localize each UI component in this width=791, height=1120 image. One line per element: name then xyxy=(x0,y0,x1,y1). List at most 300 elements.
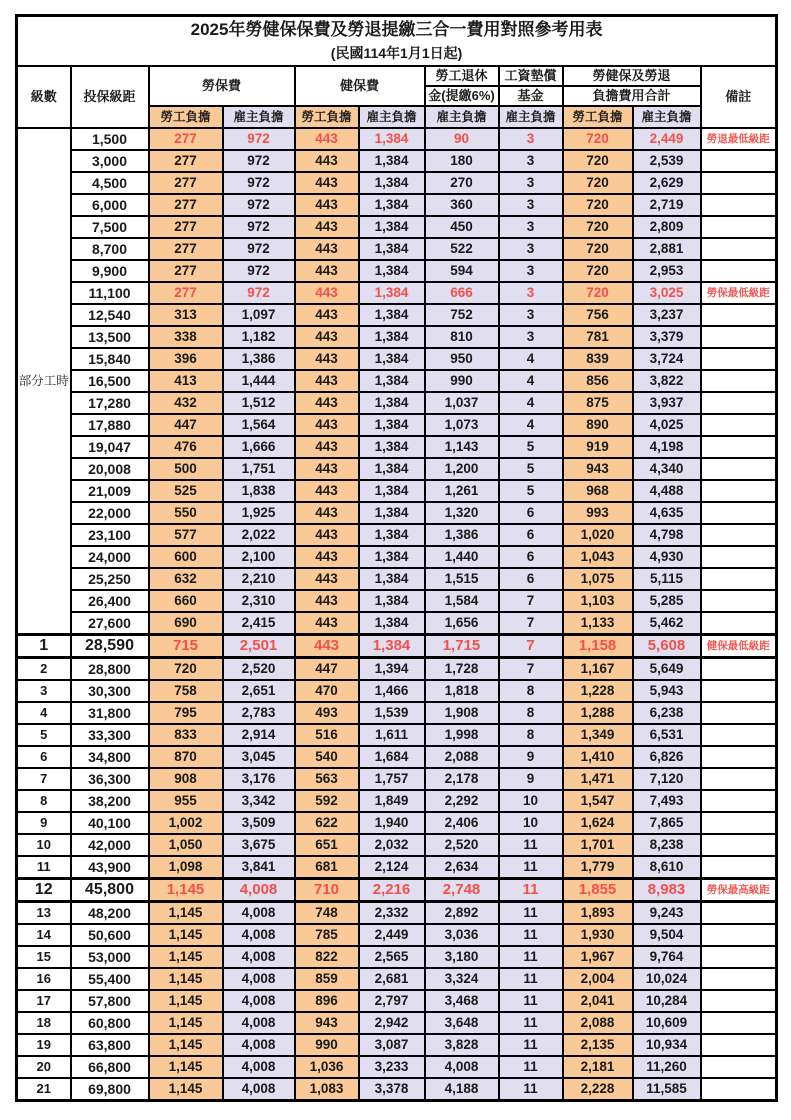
value-cell: 443 xyxy=(295,348,359,370)
value-cell: 666 xyxy=(425,282,499,304)
bracket-cell: 38,200 xyxy=(71,790,149,812)
table-row xyxy=(17,856,777,879)
value-cell: 3,509 xyxy=(223,812,295,834)
bracket-cell: 3,000 xyxy=(71,150,149,172)
value-cell: 1,855 xyxy=(563,878,633,901)
col-header-total-line1: 勞健保及勞退 xyxy=(563,66,701,86)
note-cell: 勞保最低級距 xyxy=(701,282,777,304)
value-cell: 1,384 xyxy=(359,634,425,657)
note-cell xyxy=(701,924,777,946)
subheader-wage-fund-employer: 雇主負擔 xyxy=(499,106,563,128)
value-cell: 2,809 xyxy=(633,216,701,238)
value-cell: 2,088 xyxy=(563,1012,633,1034)
value-cell: 277 xyxy=(149,128,223,150)
note-cell xyxy=(701,150,777,172)
bracket-cell: 33,300 xyxy=(71,724,149,746)
part-time-label: 部分工時 xyxy=(17,128,71,635)
value-cell: 1,145 xyxy=(149,990,223,1012)
value-cell: 3,724 xyxy=(633,348,701,370)
table-row xyxy=(17,812,777,834)
col-header-total-line2: 負擔費用合計 xyxy=(563,86,701,106)
level-cell: 18 xyxy=(17,1012,71,1034)
value-cell: 3,648 xyxy=(425,1012,499,1034)
bracket-cell: 11,100 xyxy=(71,282,149,304)
value-cell: 3,233 xyxy=(359,1056,425,1078)
table-row xyxy=(17,524,777,546)
value-cell: 752 xyxy=(425,304,499,326)
value-cell: 2,124 xyxy=(359,856,425,879)
value-cell: 1,751 xyxy=(223,458,295,480)
table-row xyxy=(17,1034,777,1056)
value-cell: 1,145 xyxy=(149,1012,223,1034)
level-cell: 12 xyxy=(17,878,71,901)
value-cell: 1,182 xyxy=(223,326,295,348)
value-cell: 1,384 xyxy=(359,370,425,392)
table-row xyxy=(17,458,777,480)
value-cell: 2,135 xyxy=(563,1034,633,1056)
value-cell: 443 xyxy=(295,502,359,524)
value-cell: 1,097 xyxy=(223,304,295,326)
value-cell: 4,008 xyxy=(223,878,295,901)
bracket-cell: 60,800 xyxy=(71,1012,149,1034)
value-cell: 4,008 xyxy=(223,1012,295,1034)
value-cell: 1,145 xyxy=(149,878,223,901)
value-cell: 6 xyxy=(499,568,563,590)
value-cell: 277 xyxy=(149,216,223,238)
value-cell: 8 xyxy=(499,702,563,724)
table-row xyxy=(17,968,777,990)
value-cell: 890 xyxy=(563,414,633,436)
value-cell: 443 xyxy=(295,436,359,458)
value-cell: 1,384 xyxy=(359,260,425,282)
table-row xyxy=(17,612,777,635)
value-cell: 6 xyxy=(499,546,563,568)
value-cell: 748 xyxy=(295,901,359,924)
table-row xyxy=(17,590,777,612)
table-row xyxy=(17,680,777,702)
note-cell: 勞退最低級距 xyxy=(701,128,777,150)
table-row xyxy=(17,282,777,304)
table-row xyxy=(17,546,777,568)
note-cell xyxy=(701,1012,777,1034)
table-row xyxy=(17,768,777,790)
value-cell: 4,930 xyxy=(633,546,701,568)
value-cell: 972 xyxy=(223,172,295,194)
value-cell: 4,008 xyxy=(223,1034,295,1056)
note-cell xyxy=(701,238,777,260)
value-cell: 6,826 xyxy=(633,746,701,768)
value-cell: 1,133 xyxy=(563,612,633,635)
note-cell xyxy=(701,680,777,702)
value-cell: 1,611 xyxy=(359,724,425,746)
value-cell: 4 xyxy=(499,348,563,370)
value-cell: 1,098 xyxy=(149,856,223,879)
value-cell: 443 xyxy=(295,282,359,304)
value-cell: 7 xyxy=(499,612,563,635)
value-cell: 1,818 xyxy=(425,680,499,702)
level-cell: 17 xyxy=(17,990,71,1012)
note-cell xyxy=(701,724,777,746)
value-cell: 525 xyxy=(149,480,223,502)
note-cell xyxy=(701,546,777,568)
value-cell: 180 xyxy=(425,150,499,172)
value-cell: 2,953 xyxy=(633,260,701,282)
note-cell xyxy=(701,1056,777,1078)
value-cell: 396 xyxy=(149,348,223,370)
value-cell: 990 xyxy=(425,370,499,392)
bracket-cell: 42,000 xyxy=(71,834,149,856)
bracket-cell: 34,800 xyxy=(71,746,149,768)
value-cell: 3,841 xyxy=(223,856,295,879)
value-cell: 1,757 xyxy=(359,768,425,790)
value-cell: 1,320 xyxy=(425,502,499,524)
value-cell: 5,943 xyxy=(633,680,701,702)
bracket-cell: 12,540 xyxy=(71,304,149,326)
value-cell: 1,684 xyxy=(359,746,425,768)
bracket-cell: 15,840 xyxy=(71,348,149,370)
note-cell xyxy=(701,458,777,480)
col-header-bracket: 投保級距 xyxy=(71,66,149,128)
value-cell: 1,440 xyxy=(425,546,499,568)
table-row xyxy=(17,348,777,370)
value-cell: 5,462 xyxy=(633,612,701,635)
value-cell: 5,608 xyxy=(633,634,701,657)
value-cell: 3,468 xyxy=(425,990,499,1012)
value-cell: 9,764 xyxy=(633,946,701,968)
value-cell: 1,103 xyxy=(563,590,633,612)
value-cell: 443 xyxy=(295,172,359,194)
value-cell: 2,449 xyxy=(359,924,425,946)
level-cell: 15 xyxy=(17,946,71,968)
value-cell: 1,849 xyxy=(359,790,425,812)
value-cell: 4,008 xyxy=(223,901,295,924)
value-cell: 3 xyxy=(499,260,563,282)
col-header-remark: 備註 xyxy=(701,66,777,128)
value-cell: 9 xyxy=(499,768,563,790)
subheader-total-employer: 雇主負擔 xyxy=(633,106,701,128)
table-row xyxy=(17,480,777,502)
value-cell: 943 xyxy=(295,1012,359,1034)
value-cell: 2,332 xyxy=(359,901,425,924)
value-cell: 493 xyxy=(295,702,359,724)
value-cell: 600 xyxy=(149,546,223,568)
col-header-pension-line2: 金(提繳6%) xyxy=(425,86,499,106)
value-cell: 1,145 xyxy=(149,1078,223,1101)
value-cell: 3 xyxy=(499,150,563,172)
value-cell: 1,073 xyxy=(425,414,499,436)
value-cell: 5,285 xyxy=(633,590,701,612)
value-cell: 6 xyxy=(499,502,563,524)
value-cell: 2,892 xyxy=(425,901,499,924)
value-cell: 4,635 xyxy=(633,502,701,524)
value-cell: 1,384 xyxy=(359,150,425,172)
value-cell: 550 xyxy=(149,502,223,524)
value-cell: 651 xyxy=(295,834,359,856)
note-cell xyxy=(701,946,777,968)
value-cell: 563 xyxy=(295,768,359,790)
value-cell: 3 xyxy=(499,216,563,238)
value-cell: 1,410 xyxy=(563,746,633,768)
title-cell xyxy=(17,16,777,66)
value-cell: 1,386 xyxy=(223,348,295,370)
value-cell: 3,828 xyxy=(425,1034,499,1056)
value-cell: 1,384 xyxy=(359,480,425,502)
col-header-level: 級數 xyxy=(17,66,71,128)
bracket-cell: 31,800 xyxy=(71,702,149,724)
value-cell: 3,378 xyxy=(359,1078,425,1101)
value-cell: 1,075 xyxy=(563,568,633,590)
value-cell: 516 xyxy=(295,724,359,746)
value-cell: 3,675 xyxy=(223,834,295,856)
value-cell: 2,216 xyxy=(359,878,425,901)
value-cell: 972 xyxy=(223,260,295,282)
value-cell: 2,178 xyxy=(425,768,499,790)
value-cell: 1,083 xyxy=(295,1078,359,1101)
value-cell: 1,384 xyxy=(359,568,425,590)
value-cell: 720 xyxy=(563,238,633,260)
value-cell: 10 xyxy=(499,790,563,812)
value-cell: 2,032 xyxy=(359,834,425,856)
note-cell xyxy=(701,812,777,834)
value-cell: 4,008 xyxy=(223,946,295,968)
bracket-cell: 36,300 xyxy=(71,768,149,790)
table-body xyxy=(17,128,777,1101)
value-cell: 443 xyxy=(295,392,359,414)
value-cell: 2,748 xyxy=(425,878,499,901)
bracket-cell: 45,800 xyxy=(71,878,149,901)
value-cell: 2,783 xyxy=(223,702,295,724)
value-cell: 972 xyxy=(223,128,295,150)
value-cell: 2,651 xyxy=(223,680,295,702)
value-cell: 1,384 xyxy=(359,238,425,260)
value-cell: 2,629 xyxy=(633,172,701,194)
note-cell xyxy=(701,901,777,924)
bracket-cell: 24,000 xyxy=(71,546,149,568)
note-cell xyxy=(701,348,777,370)
value-cell: 4,008 xyxy=(223,1078,295,1101)
table-row xyxy=(17,128,777,150)
value-cell: 1,547 xyxy=(563,790,633,812)
level-cell: 7 xyxy=(17,768,71,790)
value-cell: 1,838 xyxy=(223,480,295,502)
value-cell: 950 xyxy=(425,348,499,370)
value-cell: 11,260 xyxy=(633,1056,701,1078)
bracket-cell: 27,600 xyxy=(71,612,149,635)
bracket-cell: 66,800 xyxy=(71,1056,149,1078)
value-cell: 7 xyxy=(499,590,563,612)
value-cell: 1,349 xyxy=(563,724,633,746)
value-cell: 1,020 xyxy=(563,524,633,546)
bracket-cell: 17,880 xyxy=(71,414,149,436)
value-cell: 4,488 xyxy=(633,480,701,502)
col-header-wage-fund-line2: 基金 xyxy=(499,86,563,106)
value-cell: 3 xyxy=(499,238,563,260)
value-cell: 1,384 xyxy=(359,590,425,612)
value-cell: 1,145 xyxy=(149,924,223,946)
table-row xyxy=(17,1078,777,1101)
value-cell: 2,310 xyxy=(223,590,295,612)
level-cell: 21 xyxy=(17,1078,71,1101)
bracket-cell: 22,000 xyxy=(71,502,149,524)
value-cell: 2,881 xyxy=(633,238,701,260)
value-cell: 11 xyxy=(499,968,563,990)
page-title: 2025年勞健保保費及勞退提繳三合一費用對照參考用表 xyxy=(190,20,603,40)
bracket-cell: 9,900 xyxy=(71,260,149,282)
table-row xyxy=(17,901,777,924)
table-row xyxy=(17,1056,777,1078)
value-cell: 2,004 xyxy=(563,968,633,990)
value-cell: 990 xyxy=(295,1034,359,1056)
value-cell: 3,045 xyxy=(223,746,295,768)
value-cell: 3 xyxy=(499,304,563,326)
value-cell: 11 xyxy=(499,1012,563,1034)
level-cell: 10 xyxy=(17,834,71,856)
note-cell xyxy=(701,194,777,216)
subheader-labor-employer: 雇主負擔 xyxy=(223,106,295,128)
value-cell: 1,145 xyxy=(149,968,223,990)
value-cell: 1,050 xyxy=(149,834,223,856)
value-cell: 7 xyxy=(499,657,563,680)
value-cell: 5,649 xyxy=(633,657,701,680)
value-cell: 2,565 xyxy=(359,946,425,968)
note-cell xyxy=(701,768,777,790)
note-cell xyxy=(701,968,777,990)
value-cell: 3,087 xyxy=(359,1034,425,1056)
note-cell xyxy=(701,590,777,612)
table-row xyxy=(17,194,777,216)
value-cell: 476 xyxy=(149,436,223,458)
value-cell: 11 xyxy=(499,1034,563,1056)
value-cell: 632 xyxy=(149,568,223,590)
value-cell: 8,238 xyxy=(633,834,701,856)
value-cell: 919 xyxy=(563,436,633,458)
value-cell: 3,025 xyxy=(633,282,701,304)
value-cell: 470 xyxy=(295,680,359,702)
value-cell: 1,656 xyxy=(425,612,499,635)
value-cell: 1,145 xyxy=(149,901,223,924)
value-cell: 4,008 xyxy=(223,1056,295,1078)
note-cell xyxy=(701,480,777,502)
value-cell: 9 xyxy=(499,746,563,768)
value-cell: 1,384 xyxy=(359,216,425,238)
value-cell: 443 xyxy=(295,612,359,635)
value-cell: 443 xyxy=(295,568,359,590)
value-cell: 756 xyxy=(563,304,633,326)
value-cell: 2,681 xyxy=(359,968,425,990)
table-row xyxy=(17,260,777,282)
value-cell: 11 xyxy=(499,924,563,946)
value-cell: 11 xyxy=(499,878,563,901)
bracket-cell: 7,500 xyxy=(71,216,149,238)
value-cell: 2,942 xyxy=(359,1012,425,1034)
value-cell: 1,384 xyxy=(359,502,425,524)
value-cell: 4,340 xyxy=(633,458,701,480)
value-cell: 9,504 xyxy=(633,924,701,946)
table-row xyxy=(17,990,777,1012)
value-cell: 443 xyxy=(295,480,359,502)
value-cell: 1,925 xyxy=(223,502,295,524)
value-cell: 4 xyxy=(499,414,563,436)
table-row xyxy=(17,724,777,746)
value-cell: 2,520 xyxy=(425,834,499,856)
note-cell xyxy=(701,326,777,348)
value-cell: 3,822 xyxy=(633,370,701,392)
note-cell xyxy=(701,657,777,680)
value-cell: 3,342 xyxy=(223,790,295,812)
value-cell: 2,100 xyxy=(223,546,295,568)
value-cell: 720 xyxy=(563,260,633,282)
value-cell: 6 xyxy=(499,524,563,546)
value-cell: 1,466 xyxy=(359,680,425,702)
value-cell: 1,384 xyxy=(359,392,425,414)
value-cell: 720 xyxy=(563,128,633,150)
level-cell: 14 xyxy=(17,924,71,946)
value-cell: 758 xyxy=(149,680,223,702)
value-cell: 6,531 xyxy=(633,724,701,746)
value-cell: 443 xyxy=(295,326,359,348)
value-cell: 8,610 xyxy=(633,856,701,879)
level-cell: 4 xyxy=(17,702,71,724)
title-row xyxy=(17,16,777,66)
value-cell: 715 xyxy=(149,634,223,657)
value-cell: 7,865 xyxy=(633,812,701,834)
bracket-cell: 50,600 xyxy=(71,924,149,946)
value-cell: 5,115 xyxy=(633,568,701,590)
value-cell: 2,520 xyxy=(223,657,295,680)
value-cell: 413 xyxy=(149,370,223,392)
value-cell: 277 xyxy=(149,194,223,216)
value-cell: 4 xyxy=(499,392,563,414)
value-cell: 11 xyxy=(499,834,563,856)
note-cell xyxy=(701,990,777,1012)
value-cell: 313 xyxy=(149,304,223,326)
value-cell: 720 xyxy=(563,282,633,304)
value-cell: 1,036 xyxy=(295,1056,359,1078)
table-row xyxy=(17,238,777,260)
bracket-cell: 1,500 xyxy=(71,128,149,150)
value-cell: 3 xyxy=(499,172,563,194)
level-cell: 11 xyxy=(17,856,71,879)
table-row xyxy=(17,1012,777,1034)
value-cell: 432 xyxy=(149,392,223,414)
value-cell: 11 xyxy=(499,901,563,924)
value-cell: 443 xyxy=(295,128,359,150)
value-cell: 443 xyxy=(295,260,359,282)
table-row xyxy=(17,834,777,856)
value-cell: 3,176 xyxy=(223,768,295,790)
value-cell: 795 xyxy=(149,702,223,724)
note-cell xyxy=(701,392,777,414)
value-cell: 1,143 xyxy=(425,436,499,458)
value-cell: 833 xyxy=(149,724,223,746)
value-cell: 443 xyxy=(295,524,359,546)
value-cell: 1,666 xyxy=(223,436,295,458)
value-cell: 2,719 xyxy=(633,194,701,216)
value-cell: 277 xyxy=(149,172,223,194)
value-cell: 360 xyxy=(425,194,499,216)
value-cell: 720 xyxy=(563,216,633,238)
value-cell: 1,384 xyxy=(359,304,425,326)
value-cell: 11 xyxy=(499,1078,563,1101)
value-cell: 443 xyxy=(295,194,359,216)
level-cell: 3 xyxy=(17,680,71,702)
value-cell: 1,930 xyxy=(563,924,633,946)
value-cell: 1,444 xyxy=(223,370,295,392)
value-cell: 11 xyxy=(499,946,563,968)
value-cell: 8 xyxy=(499,680,563,702)
bracket-cell: 53,000 xyxy=(71,946,149,968)
value-cell: 447 xyxy=(295,657,359,680)
